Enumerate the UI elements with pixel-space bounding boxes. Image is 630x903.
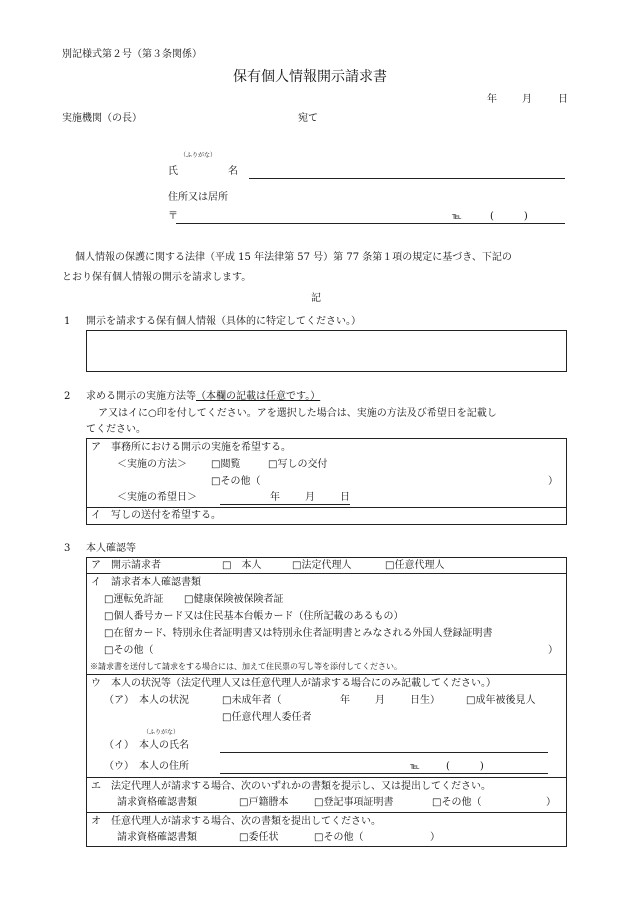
option-b[interactable]: イ 写しの送付を希望する。 xyxy=(91,510,221,521)
id-mynumber-checkbox[interactable]: □個人番号カード又は住民基本台帳カード（住所記載のあるもの） xyxy=(104,611,404,622)
section3-divider-d xyxy=(86,812,567,813)
page-title: 保有個人情報開示請求書 xyxy=(233,69,387,85)
intro-line-2: とおり保有個人情報の開示を請求します。 xyxy=(62,272,252,283)
voluntary-other-checkbox[interactable]: □その他（ xyxy=(314,832,364,843)
principal-name-field[interactable] xyxy=(220,752,548,753)
legal-other-close: ） xyxy=(546,797,556,808)
voluntary-principal-checkbox[interactable]: □任意代理人委任者 xyxy=(222,712,312,723)
minor-birth-month: 月 xyxy=(375,695,385,706)
principal-status-label: （ア） 本人の状況 xyxy=(104,695,189,706)
method-label: ＜実施の方法＞ xyxy=(117,459,187,470)
section3-number: 3 xyxy=(64,543,71,554)
adult-ward-checkbox[interactable]: □成年被後見人 xyxy=(466,695,536,706)
id-insurance-checkbox[interactable]: □健康保険被保険者証 xyxy=(184,594,284,605)
hope-date-year: 年 xyxy=(270,492,280,503)
id-other-close: ） xyxy=(548,645,558,656)
addressee: 実施機関（の長） xyxy=(62,113,142,124)
date-year: 年 xyxy=(487,94,497,105)
section2-number: 2 xyxy=(64,391,71,402)
tel-parens: ( ) xyxy=(490,211,528,222)
addressee-suffix: 宛て xyxy=(298,113,318,124)
principal-status-heading: ウ 本人の状況等（法定代理人又は任意代理人が請求する場合にのみ記載してください。） xyxy=(91,678,496,689)
legal-other-checkbox[interactable]: □その他（ xyxy=(432,797,482,808)
method-copy-checkbox[interactable]: □写しの交付 xyxy=(268,459,328,470)
requester-type-label: ア 開示請求者 xyxy=(91,560,161,571)
section1-heading: 開示を請求する保有個人情報（具体的に特定してください。） xyxy=(86,316,361,327)
hope-date-field[interactable] xyxy=(220,504,350,505)
minor-checkbox[interactable]: □未成年者（ xyxy=(222,695,282,706)
option-a[interactable]: ア 事務所における開示の実施を希望する。 xyxy=(91,442,291,453)
postal-mark: 〒 xyxy=(168,211,178,222)
section3-divider-b xyxy=(86,674,567,675)
id-docs-heading: イ 請求者本人確認書類 xyxy=(91,577,201,588)
section3-divider-a xyxy=(86,573,567,574)
hope-date-day: 日 xyxy=(340,492,350,503)
section2-instruction-2: てください。 xyxy=(86,424,146,435)
section2-instruction-1: ア又はイに○印を付してください。アを選択した場合は、実施の方法及び希望日を記載し xyxy=(98,408,497,419)
legal-agent-docs-label: 請求資格確認書類 xyxy=(117,797,197,808)
principal-name-furigana: （ふりがな） xyxy=(143,729,180,736)
id-residence-checkbox[interactable]: □在留カード、特別永住者証明書又は特別永住者証明書とみなされる外国人登録証明書 xyxy=(104,628,493,639)
method-other-checkbox[interactable]: □その他（ xyxy=(211,476,261,487)
name-furigana: （ふりがな） xyxy=(180,152,217,159)
id-docs-note: ※請求書を送付して請求をする場合には、加えて住民票の写し等を添付してください。 xyxy=(90,662,402,671)
date-label: ＜実施の希望日＞ xyxy=(117,492,197,503)
intro-line-1: 個人情報の保護に関する法律（平成 15 年法律第 57 号）第 77 条第１項の規定に基づき、下記の xyxy=(75,252,512,263)
date-day: 日 xyxy=(558,94,568,105)
requester-legal-checkbox[interactable]: □法定代理人 xyxy=(292,560,352,571)
method-view-checkbox[interactable]: □閲覧 xyxy=(211,459,241,470)
minor-birth-year: 年 xyxy=(340,695,350,706)
id-other-checkbox[interactable]: □その他（ xyxy=(104,645,154,656)
hope-date-month: 月 xyxy=(305,492,315,503)
date-month: 月 xyxy=(522,94,532,105)
koseki-checkbox[interactable]: □戸籍謄本 xyxy=(239,797,289,808)
section2-heading xyxy=(86,391,320,403)
section2-divider xyxy=(86,507,567,508)
method-other-close: ） xyxy=(548,476,558,487)
principal-address-label: （ウ） 本人の住所 xyxy=(104,761,189,772)
requester-voluntary-checkbox[interactable]: □任意代理人 xyxy=(385,560,445,571)
id-license-checkbox[interactable]: □運転免許証 xyxy=(104,594,164,605)
address-label: 住所又は居所 xyxy=(168,192,228,203)
section3-divider-c xyxy=(86,777,567,778)
tel-mark: ℡ xyxy=(452,212,462,222)
principal-tel-parens: ( ) xyxy=(446,761,484,772)
principal-name-label: （イ） 本人の氏名 xyxy=(104,740,189,751)
ki-label: 記 xyxy=(311,293,321,304)
section1-input-box[interactable] xyxy=(86,330,567,372)
section2-heading-note: （本欄の記載は任意です。） xyxy=(196,391,321,402)
requester-self-checkbox[interactable]: □ 本人 xyxy=(222,560,262,571)
name-label-2: 名 xyxy=(228,166,238,177)
voluntary-other-close: ） xyxy=(430,832,440,843)
power-of-attorney-checkbox[interactable]: □委任状 xyxy=(239,832,279,843)
section1-number: 1 xyxy=(64,316,71,327)
form-number: 別記様式第２号（第３条関係） xyxy=(62,49,202,60)
principal-tel-mark: ℡ xyxy=(410,762,420,772)
address-field[interactable] xyxy=(176,223,565,224)
minor-birth-day: 日生） xyxy=(410,695,440,706)
voluntary-agent-docs-label: 請求資格確認書類 xyxy=(117,832,197,843)
registry-checkbox[interactable]: □登記事項証明書 xyxy=(314,797,394,808)
voluntary-agent-heading: オ 任意代理人が請求する場合、次の書類を提出してください。 xyxy=(91,816,381,827)
section3-heading: 本人確認等 xyxy=(86,543,136,554)
principal-address-field[interactable] xyxy=(220,773,548,774)
name-label-1: 氏 xyxy=(168,166,178,177)
legal-agent-heading: エ 法定代理人が請求する場合、次のいずれかの書類を提示し、又は提出してください。 xyxy=(91,781,491,792)
section2-heading-text: 求める開示の実施方法等 xyxy=(86,391,196,402)
name-field[interactable] xyxy=(249,178,565,179)
